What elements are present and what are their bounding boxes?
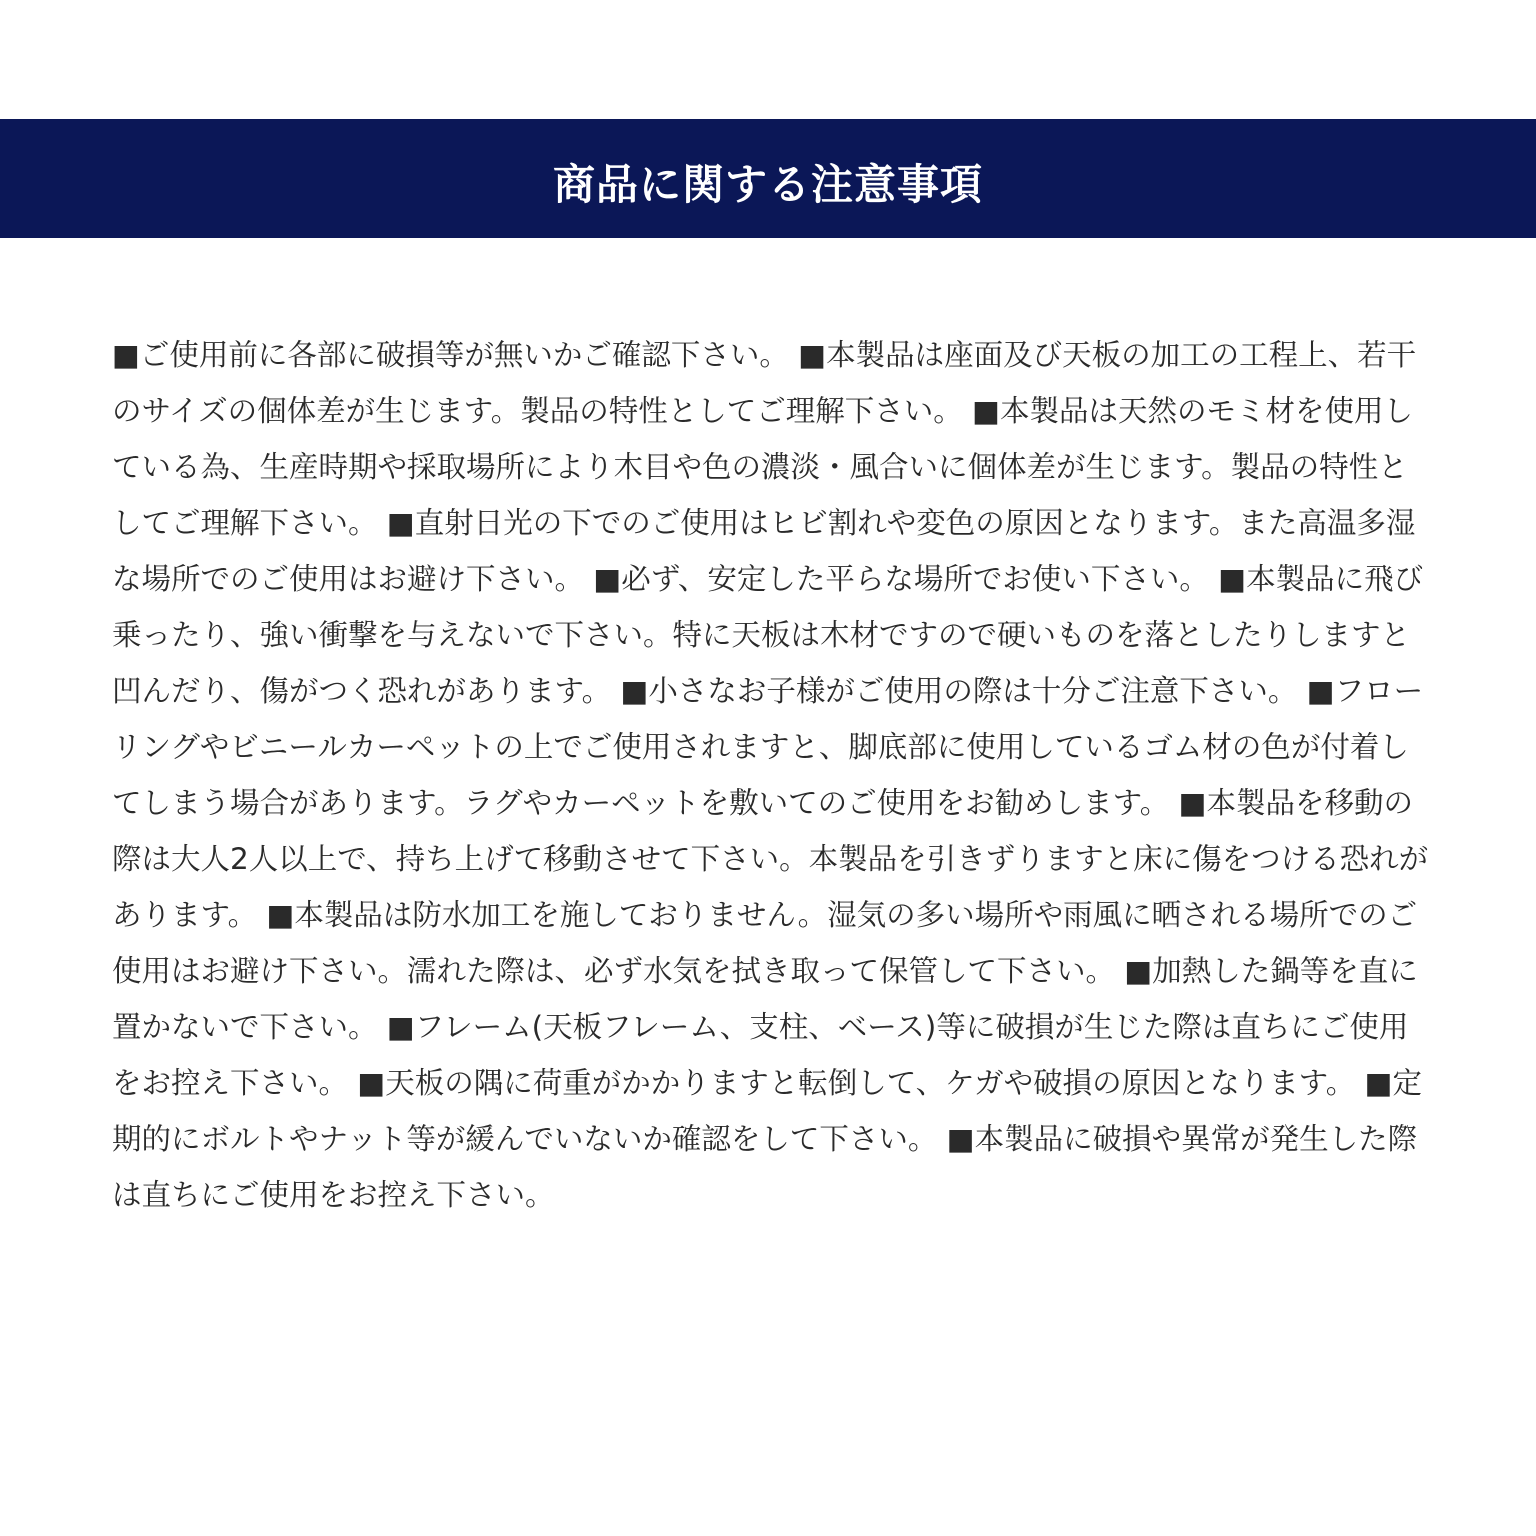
page-title: 商品に関する注意事項 bbox=[552, 159, 983, 209]
caution-notes-text: ■ご使用前に各部に破損等が無いかご確認下さい。 ■本製品は座面及び天板の加工の工程上、若干のサイズの個体差が生じます。製品の特性としてご理解下さい。 ■本製品は天然のモミ材を使用している為、生産時期や採取場所により木目や色の濃淡・風合いに個体差が生じます。製品の特性としてご理解下さい。 ■直射日光の下でのご使用はヒビ割れや変色の原因となります。また高温多湿な場所でのご使用はお避け下さい。 ■必ず、安定した平らな場所でお使い下さい。 ■本製品に飛び乗ったり、強い衝撃を与えないで下さい。特に天板は木材ですので硬いものを落としたりしますと凹んだり、傷がつく恐れがあります。 ■小さなお子様がご使用の際は十分ご注意下さい。 ■フローリングやビニールカーペットの上でご使用されますと、脚底部に使用しているゴム材の色が付着してしまう場合があります。ラグやカーペットを敷いてのご使用をお勧めします。 ■本製品を移動の際は大人2人以上で、持ち上げて移動させて下さい。本製品を引きずりますと床に傷をつける恐れがあります。 ■本製品は防水加工を施しておりません。湿気の多い場所や雨風に晒される場所でのご使用はお避け下さい。濡れた際は、必ず水気を拭き取って保管して下さい。 ■加熱した鍋等を直に置かないで下さい。 ■フレーム(天板フレーム、支柱、ベース)等に破損が生じた際は直ちにご使用をお控え下さい。 ■天板の隅に荷重がかかりますと転倒して、ケガや破損の原因となります。 ■定期的にボルトやナット等が緩んでいないか確認をして下さい。 ■本製品に破損や異常が発生した際は直ちにご使用をお控え下さい。 bbox=[112, 338, 1429, 1212]
header-banner bbox=[0, 119, 1536, 238]
